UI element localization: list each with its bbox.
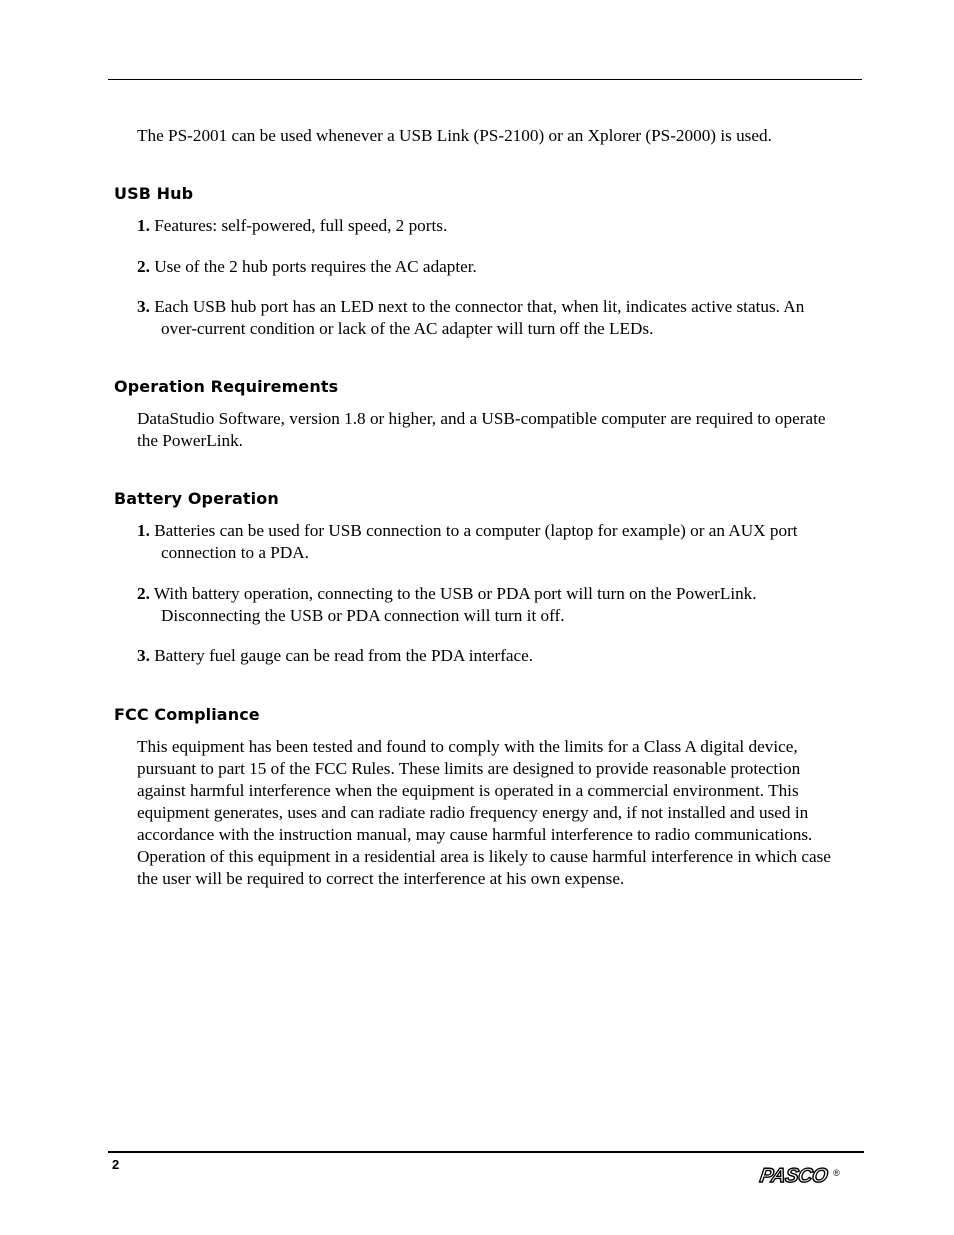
battery-item-2 (137, 583, 851, 627)
operation-requirements-heading: Operation Requirements (114, 377, 339, 396)
item-text: Each USB hub port has an LED next to the connector that, when lit, indicates active status. An over-current condition or lack of the AC adapter will turn off the LEDs. (154, 297, 805, 338)
item-text: Features: self-powered, full speed, 2 ports. (154, 216, 448, 235)
usb-hub-item-3 (137, 296, 821, 340)
fcc-compliance-text: This equipment has been tested and found to comply with the limits for a Class A digital device, pursuant to part 15 of the FCC Rules. These limits are designed to provide reasonable protection against harmful interference when the equipment is operated in a commercial environment. This equipment generates, uses and can radiate radio frequency energy and, if not installed and used in accordance with the instruction manual, may cause harmful interference to radio communications. Operation of this equipment in a residential area is likely to cause harmful interference in which case the user will be required to correct the interference at his own expense. (137, 737, 831, 888)
item-number: 3. (137, 646, 150, 665)
intro-paragraph: The PS-2001 can be used whenever a USB Link (PS-2100) or an Xplorer (PS-2000) is used. (137, 126, 772, 145)
item-text: Battery fuel gauge can be read from the PDA interface. (154, 646, 534, 665)
item-text: With battery operation, connecting to the USB or PDA port will turn on the PowerLink. Disconnecting the USB or PDA connection will turn it off. (153, 584, 757, 625)
pasco-logo (760, 1166, 840, 1186)
item-text: Batteries can be used for USB connection to a computer (laptop for example) or an AUX port connection to a PDA. (154, 521, 798, 562)
usb-hub-item-2 (137, 256, 861, 278)
item-text: Use of the 2 hub ports requires the AC adapter. (154, 257, 477, 276)
footer-rule (108, 1151, 864, 1153)
item-number: 3. (137, 297, 150, 316)
item-number: 2. (137, 257, 150, 276)
logo-wordmark: PASCO (758, 1165, 829, 1187)
operation-requirements-text: DataStudio Software, version 1.8 or higher, and a USB-compatible computer are required to operate the PowerLink. (137, 409, 826, 450)
item-number: 1. (137, 216, 150, 235)
battery-item-3 (137, 645, 861, 667)
battery-operation-heading: Battery Operation (114, 489, 279, 508)
item-number: 2. (137, 584, 150, 603)
usb-hub-heading: USB Hub (114, 184, 194, 203)
fcc-compliance-heading: FCC Compliance (114, 705, 260, 724)
item-number: 1. (137, 521, 150, 540)
battery-item-1 (137, 520, 861, 564)
page-number: 2 (112, 1157, 120, 1172)
header-rule (108, 79, 862, 80)
usb-hub-item-1 (137, 215, 861, 237)
registered-mark: ® (833, 1168, 840, 1178)
